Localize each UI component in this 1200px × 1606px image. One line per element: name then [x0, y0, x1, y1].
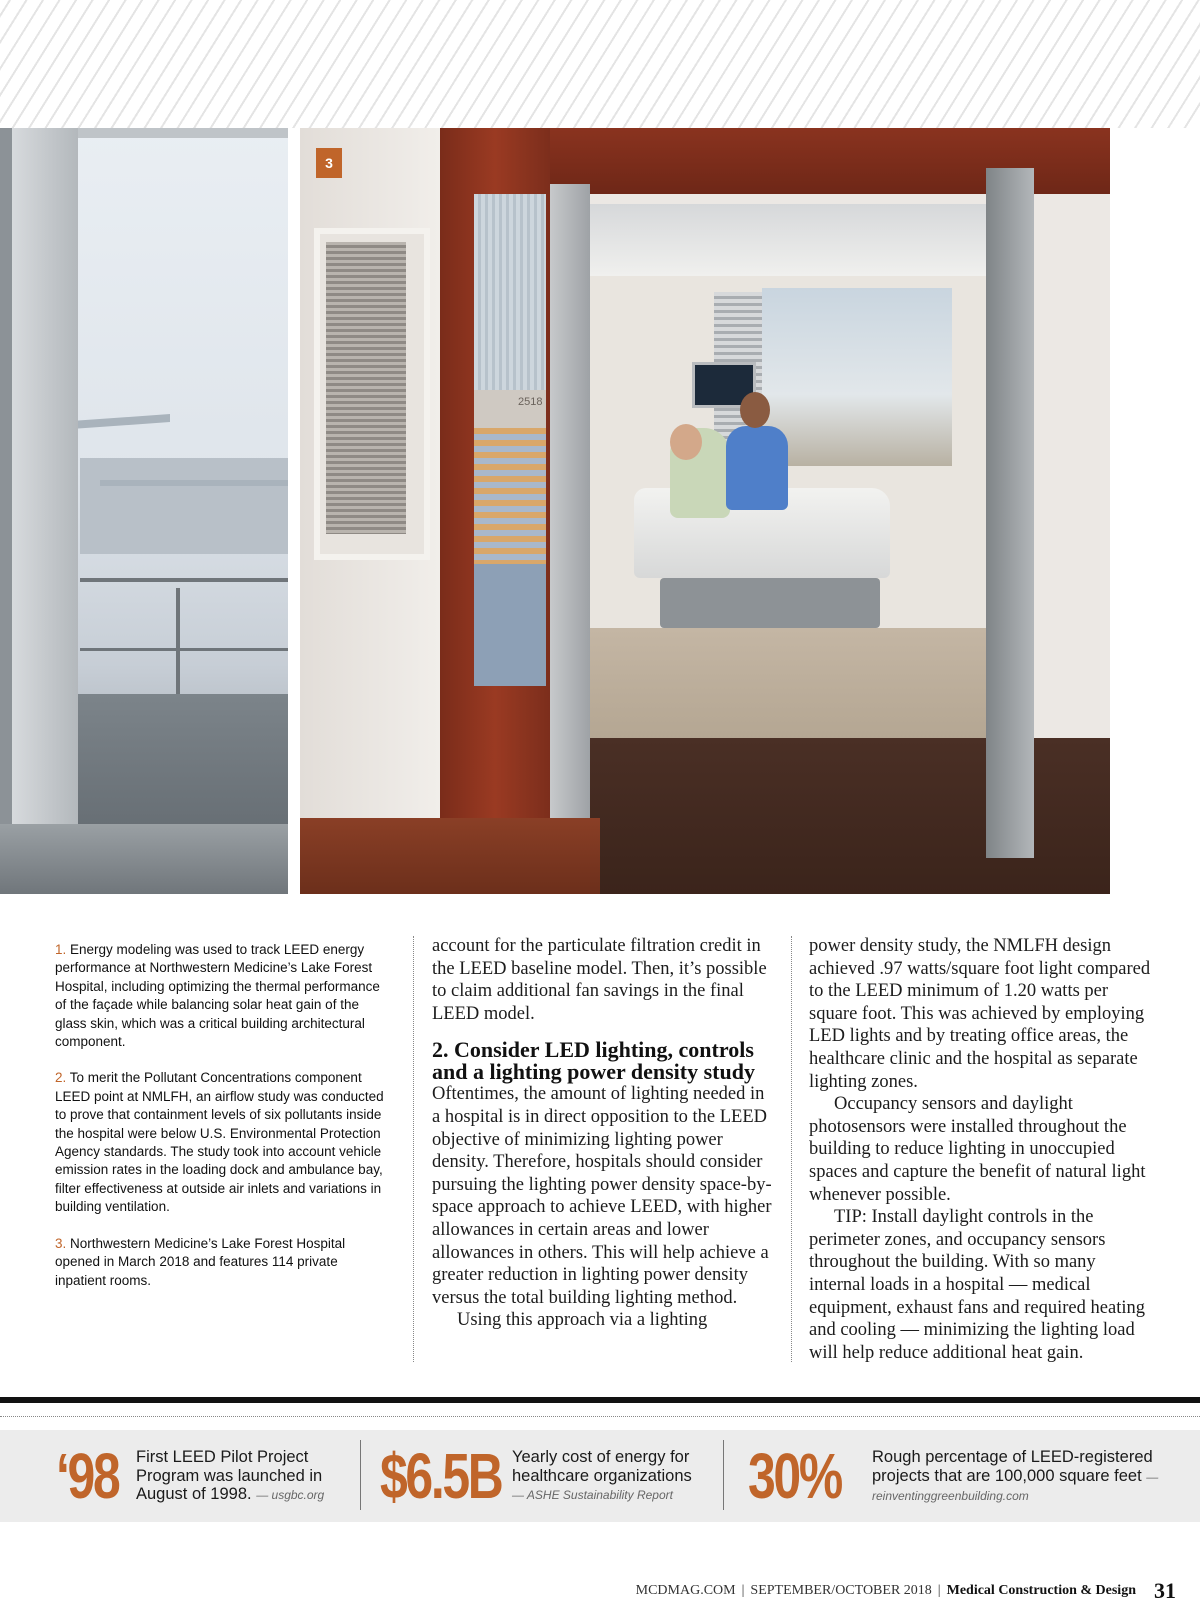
caption-2: 2. To merit the Pollutant Concentrations component LEED point at NMLFH, an airflow study was conducted to prove that containment levels of six pollutants inside the hospital were below U.S. Environmental Protection Agency standards. The study took into account vehicle emission rates in the loading dock and ambulance bay, filter effectiveness at outside air inlets and variations in building ventilation. [55, 1070, 384, 1215]
stat-2-text: Yearly cost of energy for healthcare organizations — ASHE Sustainability Report [512, 1448, 692, 1503]
stat-divider [723, 1440, 724, 1510]
decorative-stripe-header [0, 0, 1200, 128]
paragraph: Oftentimes, the amount of lighting needed in a hospital is in direct opposition to the LEED objective of minimizing lighting power density. Therefore, hospitals should consider pursuing the lighting power density space-by-space approach to achieve LEED, with higher allowances in certain areas and lower allowances in others. This will help achieve a greater reduction in lighting power density versus the total building lighting method. [432, 1084, 772, 1308]
stat-3-text: Rough percentage of LEED-registered projects that are 100,000 square feet — reinventinggreenbuilding.com [872, 1448, 1159, 1504]
photo-captions [55, 941, 385, 1308]
stat-figure: $6.5B [380, 1440, 502, 1512]
paragraph: Occupancy sensors and daylight photosensors were installed throughout the building to reduce lighting in unoccupied spaces and capture the benefit of natural light whenever possible. [809, 1094, 1146, 1205]
column-divider [413, 936, 414, 1362]
paragraph: TIP: Install daylight controls in the perimeter zones, and occupancy sensors throughout the building. With so many internal loads in a hospital — medical equipment, exhaust fans and required heating and cooling — minimizing the lighting load will help reduce additional heat gain. [809, 1207, 1145, 1363]
stat-figure: 30% [748, 1440, 841, 1512]
section-heading: 2. Consider LED lighting, controls and a lighting power density study [432, 1037, 755, 1085]
footer-separator: | [937, 1583, 941, 1598]
footer-separator: | [741, 1583, 745, 1598]
article-column-2 [432, 935, 774, 1332]
column-divider [791, 936, 792, 1362]
caption-1: 1. Energy modeling was used to track LEED energy performance at Northwestern Medicine’s Lake Forest Hospital, including optimizing the thermal performance of the façade while balancing solar heat gain of the glass skin, which was a critical building architectural component. [55, 942, 380, 1050]
stat-1 [56, 1430, 136, 1522]
page-number: 31 [1154, 1578, 1176, 1603]
photo-exterior-window [0, 128, 288, 894]
footer-publication: Medical Construction & Design [946, 1583, 1136, 1598]
stat-figure: ‘98 [56, 1440, 119, 1512]
stat-divider [360, 1440, 361, 1510]
dotted-rule [0, 1416, 1200, 1417]
page-footer [636, 1578, 1176, 1604]
room-sign [474, 428, 546, 564]
stat-1-text: First LEED Pilot Project Program was launched in August of 1998. — usgbc.org [136, 1448, 325, 1504]
paragraph: account for the particulate filtration credit in the LEED baseline model. Then, it’s possible to claim additional fan savings in the final LEED model. [432, 936, 767, 1024]
section-rule [0, 1397, 1200, 1403]
article-column-3 [809, 935, 1151, 1364]
paragraph: power density study, the NMLFH design achieved .97 watts/square foot light compared to the LEED minimum of 1.20 watts per square foot. This was achieved by employing LED lights and by treating office areas, the healthcare clinic and the hospital as separate lighting zones. [809, 936, 1151, 1092]
caption-3: 3. Northwestern Medicine’s Lake Forest Hospital opened in March 2018 and features 114 private inpatient rooms. [55, 1235, 346, 1288]
stats-strip [0, 1430, 1200, 1522]
paragraph: Using this approach via a lighting [457, 1310, 708, 1331]
photo-patient-room [300, 128, 1110, 894]
photo-number-badge: 3 [316, 148, 342, 178]
footer-issue: SEPTEMBER/OCTOBER 2018 [750, 1583, 932, 1598]
stat-3 [748, 1430, 867, 1522]
room-number: 2518 [518, 396, 543, 408]
footer-site: MCDMAG.COM [635, 1583, 736, 1598]
